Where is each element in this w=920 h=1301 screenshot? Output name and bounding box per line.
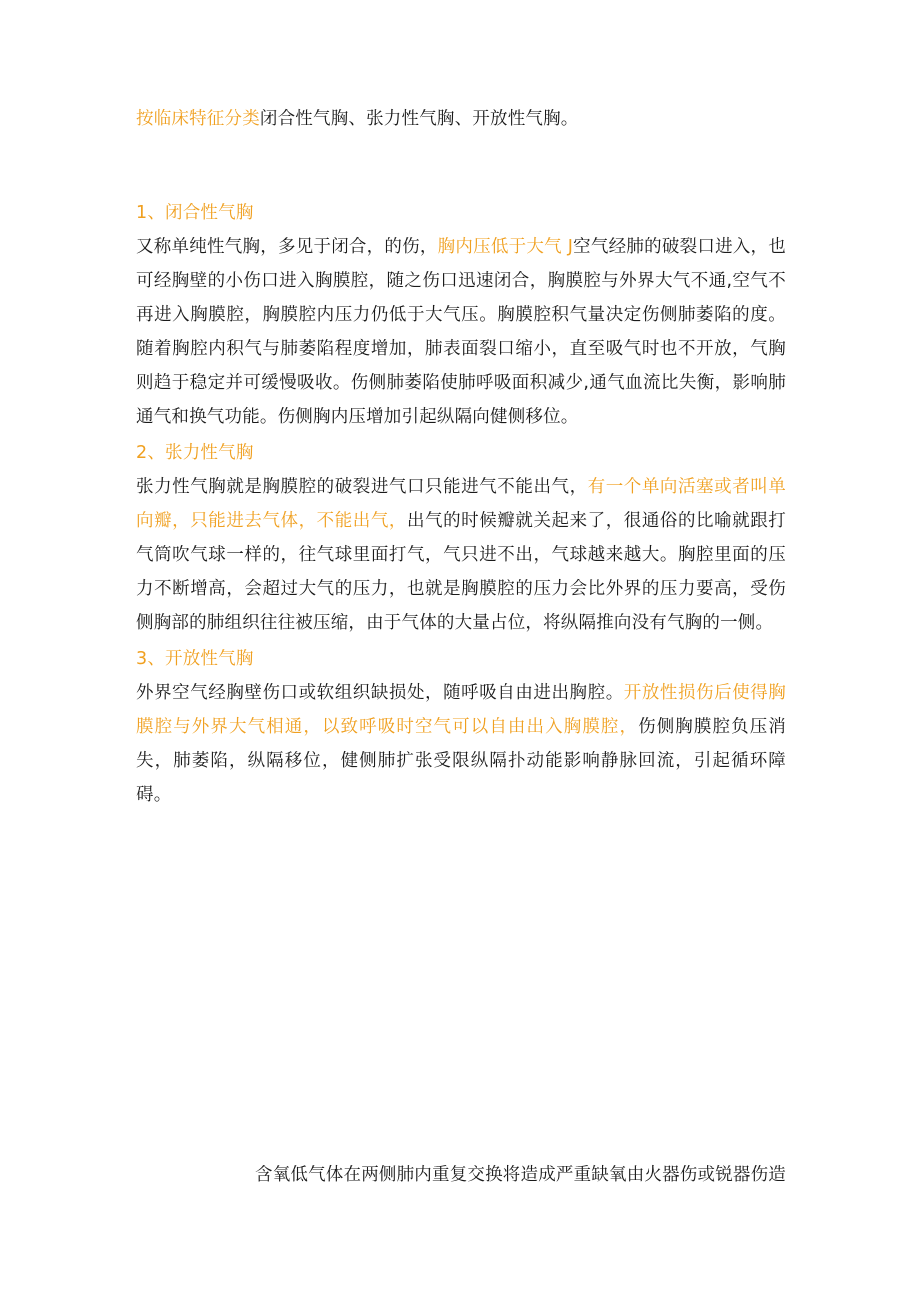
intro-highlight: 按临床特征分类 xyxy=(136,109,260,129)
paragraph-text: 出气的时候瓣就关起来了，很通俗的比喻就跟打气筒吹气球一样的，往气球里面打气，气只进不出，气球越来越大。胸腔里面的压力不断增高，会超过大气的压力，也就是胸膜腔的压力会比外界的压力要高，受伤侧胸部的肺组织往往被压缩，由于气体的大量占位，将纵隔推向没有气胸的一侧。 xyxy=(136,511,786,633)
trailing-line: 含氧低气体在两侧肺内重复交换将造成严重缺氧由火器伤或锐器伤造 xyxy=(255,1165,786,1185)
section-paragraph-tension xyxy=(136,470,786,640)
paragraph-text: 空气经肺的破裂口进入，也可经胸壁的小伤口进入胸膜腔，随之伤口迅速闭合，胸膜腔与外界大气不通,空气不再进入胸膜腔，胸膜腔内压力仍低于大气压。胸膜腔积气量决定伤侧肺萎陷的度。随着胸腔内积气与肺萎陷程度增加，肺表面裂口缩小，直至吸气时也不开放，气胸则趋于稳定并可缓慢吸收。伤侧肺萎陷使肺呼吸面积减少,通气血流比失衡，影响肺通气和换气功能。伤侧胸内压增加引起纵隔向健侧移位。 xyxy=(136,237,786,427)
paragraph-highlight: 有一个单向活塞或者叫单向瓣，只能进去气体，不能出气， xyxy=(136,477,786,531)
section-paragraph-closed xyxy=(136,230,786,434)
section-heading-closed: 1、闭合性气胸 xyxy=(136,203,254,223)
section-heading-tension: 2、张力性气胸 xyxy=(136,443,254,463)
paragraph-text: 外界空气经胸壁伤口或软组织缺损处，随呼吸自由进出胸腔。 xyxy=(136,683,624,703)
paragraph-highlight: 开放性损伤后使得胸膜腔与外界大气相通，以致呼吸时空气可以自由出入胸膜腔， xyxy=(136,683,786,737)
paragraph-highlight: 胸内压低于大气 J xyxy=(437,237,574,257)
section-heading-open: 3、开放性气胸 xyxy=(136,649,254,669)
document-body xyxy=(136,102,786,812)
intro-paragraph xyxy=(136,102,786,136)
paragraph-text: 又称单纯性气胸，多见于闭合，的伤， xyxy=(136,237,438,257)
section-paragraph-open xyxy=(136,676,786,812)
paragraph-text: 张力性气胸就是胸膜腔的破裂进气口只能进气不能出气， xyxy=(136,477,588,497)
intro-text: 闭合性气胸、张力性气胸、开放性气胸。 xyxy=(259,109,579,129)
paragraph-text: 伤侧胸膜腔负压消失，肺萎陷，纵隔移位，健侧肺扩张受限纵隔扑动能影响静脉回流，引起循环障碍。 xyxy=(136,717,786,805)
